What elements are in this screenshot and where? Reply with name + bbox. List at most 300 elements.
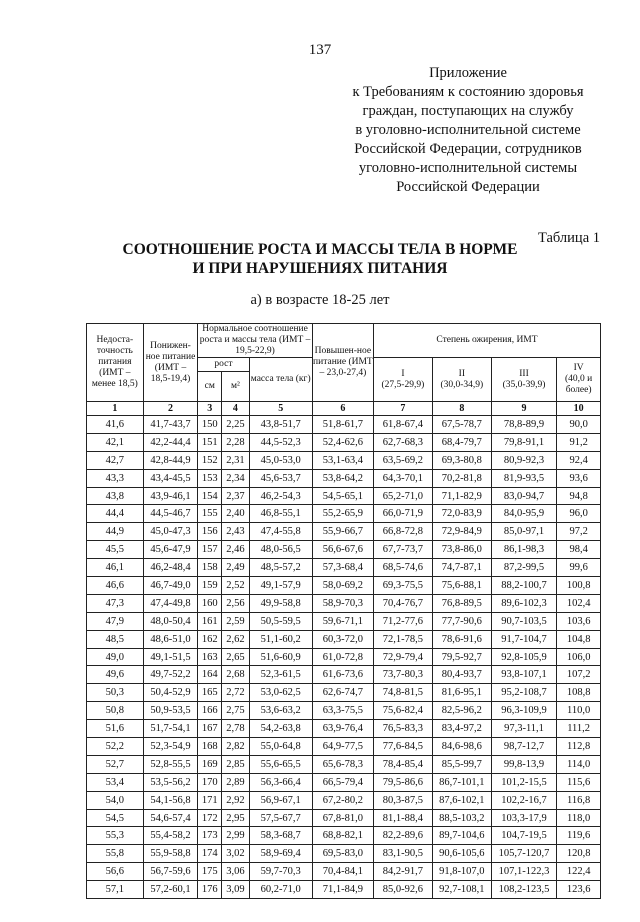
table-cell: 70,4-84,1 (312, 863, 373, 881)
table-cell: 92,4 (557, 451, 601, 469)
table-cell: 58,3-68,7 (249, 827, 312, 845)
table-cell: 55,4-58,2 (143, 827, 198, 845)
table-cell: 50,5-59,5 (249, 612, 312, 630)
table-cell: 168 (198, 738, 222, 756)
column-number: 4 (222, 402, 249, 416)
table-cell: 42,8-44,9 (143, 451, 198, 469)
title-line-1: СООТНОШЕНИЕ РОСТА И МАССЫ ТЕЛА В НОРМЕ (122, 241, 518, 258)
table-cell: 2,95 (222, 809, 249, 827)
table-cell: 171 (198, 791, 222, 809)
title-line-2: И ПРИ НАРУШЕНИЯХ ПИТАНИЯ (192, 260, 448, 277)
table-cell: 55,6-65,5 (249, 755, 312, 773)
table-cell: 2,43 (222, 523, 249, 541)
table-cell: 122,4 (557, 863, 601, 881)
header-degree-2 (432, 358, 491, 402)
table-cell: 61,0-72,8 (312, 648, 373, 666)
table-cell: 82,2-89,6 (373, 827, 432, 845)
appendix-line: к Требованиям к состоянию здоровья (352, 84, 584, 100)
table-cell: 105,7-120,7 (491, 845, 556, 863)
table-row (87, 738, 601, 756)
table-cell: 80,4-93,7 (432, 666, 491, 684)
table-row (87, 881, 601, 899)
table-cell: 164 (198, 666, 222, 684)
table-cell: 123,6 (557, 881, 601, 899)
table-cell: 55,9-66,7 (312, 523, 373, 541)
table-cell: 58,9-70,3 (312, 594, 373, 612)
table-cell: 77,6-84,5 (373, 738, 432, 756)
table-cell: 53,0-62,5 (249, 684, 312, 702)
table-cell: 163 (198, 648, 222, 666)
table-cell: 49,6 (87, 666, 144, 684)
table-row (87, 469, 601, 487)
column-number: 2 (143, 402, 198, 416)
table-cell: 2,28 (222, 433, 249, 451)
table-cell: 71,1-82,9 (432, 487, 491, 505)
table-cell: 63,9-76,4 (312, 720, 373, 738)
table-cell: 44,5-52,3 (249, 433, 312, 451)
table-cell: 93,6 (557, 469, 601, 487)
table-cell: 43,8 (87, 487, 144, 505)
degree-2-range: (30,0-34,9) (440, 379, 484, 390)
table-cell: 102,2-16,7 (491, 791, 556, 809)
table-cell: 170 (198, 773, 222, 791)
table-cell: 45,0-47,3 (143, 523, 198, 541)
column-number-row (87, 402, 601, 416)
degree-1-label: I (401, 368, 405, 379)
table-cell: 50,4-52,9 (143, 684, 198, 702)
table-cell: 67,8-81,0 (312, 809, 373, 827)
header-lowered: Понижен-ное питание (ИМТ – 18,5-19,4) (143, 324, 198, 402)
table-cell: 77,7-90,6 (432, 612, 491, 630)
table-cell: 91,2 (557, 433, 601, 451)
table-cell: 108,8 (557, 684, 601, 702)
table-cell: 46,2-54,3 (249, 487, 312, 505)
column-number: 10 (557, 402, 601, 416)
table-cell: 111,2 (557, 720, 601, 738)
table-row (87, 773, 601, 791)
table-cell: 152 (198, 451, 222, 469)
table-cell: 72,9-84,9 (432, 523, 491, 541)
table-cell: 49,0 (87, 648, 144, 666)
table-cell: 67,2-80,2 (312, 791, 373, 809)
table-cell: 53,1-63,4 (312, 451, 373, 469)
header-normal: Нормальное соотношение роста и массы тела (ИМТ – 19,5-22,9) (199, 324, 311, 356)
column-number: 3 (198, 402, 222, 416)
table-cell: 96,3-109,9 (491, 702, 556, 720)
table-cell: 89,7-104,6 (432, 827, 491, 845)
table-cell: 154 (198, 487, 222, 505)
table-cell: 116,8 (557, 791, 601, 809)
table-row (87, 630, 601, 648)
table-cell: 44,9 (87, 523, 144, 541)
table-cell: 107,1-122,3 (491, 863, 556, 881)
table-cell: 150 (198, 416, 222, 434)
table-cell: 85,0-97,1 (491, 523, 556, 541)
table-cell: 47,9 (87, 612, 144, 630)
table-cell: 72,0-83,9 (432, 505, 491, 523)
column-number: 7 (373, 402, 432, 416)
table-row (87, 416, 601, 434)
table-cell: 2,75 (222, 702, 249, 720)
table-cell: 51,7-54,1 (143, 720, 198, 738)
table-cell: 57,3-68,4 (312, 559, 373, 577)
table-cell: 118,0 (557, 809, 601, 827)
table-cell: 80,9-92,3 (491, 451, 556, 469)
table-cell: 72,1-78,5 (373, 630, 432, 648)
table-cell: 48,0-56,5 (249, 541, 312, 559)
table-cell: 43,8-51,7 (249, 416, 312, 434)
table-cell: 151 (198, 433, 222, 451)
table-cell: 48,6-51,0 (143, 630, 198, 648)
table-cell: 44,4 (87, 505, 144, 523)
table-cell: 102,4 (557, 594, 601, 612)
table-cell: 100,8 (557, 577, 601, 595)
table-cell: 70,4-76,7 (373, 594, 432, 612)
table-cell: 45,6-47,9 (143, 541, 198, 559)
table-cell: 162 (198, 630, 222, 648)
table-cell: 2,34 (222, 469, 249, 487)
table-cell: 45,5 (87, 541, 144, 559)
table-cell: 107,2 (557, 666, 601, 684)
table-cell: 50,3 (87, 684, 144, 702)
table-cell: 55,3 (87, 827, 144, 845)
table-cell: 156 (198, 523, 222, 541)
table-row (87, 433, 601, 451)
table-cell: 172 (198, 809, 222, 827)
table-cell: 58,0-69,2 (312, 577, 373, 595)
table-cell: 56,6-67,6 (312, 541, 373, 559)
table-cell: 53,4 (87, 773, 144, 791)
table-cell: 62,6-74,7 (312, 684, 373, 702)
table-cell: 73,7-80,3 (373, 666, 432, 684)
table-cell: 165 (198, 684, 222, 702)
table-cell: 2,40 (222, 505, 249, 523)
table-cell: 98,4 (557, 541, 601, 559)
header-cm: см (198, 372, 222, 402)
table-cell: 2,49 (222, 559, 249, 577)
table-cell: 71,1-84,9 (312, 881, 373, 899)
table-cell: 87,6-102,1 (432, 791, 491, 809)
table-cell: 2,65 (222, 648, 249, 666)
table-cell: 48,0-50,4 (143, 612, 198, 630)
table-cell: 97,3-11,1 (491, 720, 556, 738)
page-number: 137 (308, 42, 332, 58)
table-cell: 2,85 (222, 755, 249, 773)
table-cell: 92,8-105,9 (491, 648, 556, 666)
table-cell: 49,9-58,8 (249, 594, 312, 612)
table-cell: 114,0 (557, 755, 601, 773)
table-cell: 52,8-55,5 (143, 755, 198, 773)
table-cell: 3,02 (222, 845, 249, 863)
table-cell: 57,5-67,7 (249, 809, 312, 827)
table-cell: 176 (198, 881, 222, 899)
table-row (87, 720, 601, 738)
table-cell: 157 (198, 541, 222, 559)
table-cell: 153 (198, 469, 222, 487)
degree-3-range: (35,0-39,9) (502, 379, 546, 390)
table-cell: 54,1-56,8 (143, 791, 198, 809)
table-cell: 2,82 (222, 738, 249, 756)
table-cell: 60,2-71,0 (249, 881, 312, 899)
table-cell: 61,8-67,4 (373, 416, 432, 434)
table-cell: 160 (198, 594, 222, 612)
table-cell: 43,9-46,1 (143, 487, 198, 505)
table-row (87, 523, 601, 541)
table-cell: 50,8 (87, 702, 144, 720)
table-cell: 96,0 (557, 505, 601, 523)
table-row (87, 863, 601, 881)
table-cell: 81,1-88,4 (373, 809, 432, 827)
table-cell: 53,8-64,2 (312, 469, 373, 487)
table-cell: 42,7 (87, 451, 144, 469)
table-cell: 66,8-72,8 (373, 523, 432, 541)
table-cell: 52,3-61,5 (249, 666, 312, 684)
table-cell: 173 (198, 827, 222, 845)
table-cell: 76,5-83,3 (373, 720, 432, 738)
header-obesity: Степень ожирения, ИМТ (373, 324, 600, 358)
table-cell: 169 (198, 755, 222, 773)
table-cell: 60,3-72,0 (312, 630, 373, 648)
table-cell: 46,6 (87, 577, 144, 595)
table-cell: 55,8 (87, 845, 144, 863)
appendix-line: Российской Федерации, сотрудников (354, 141, 582, 157)
table-cell: 82,5-96,2 (432, 702, 491, 720)
table-cell: 85,0-92,6 (373, 881, 432, 899)
table-cell: 80,3-87,5 (373, 791, 432, 809)
header-mass: масса тела (кг) (249, 358, 312, 402)
table-row (87, 791, 601, 809)
table-cell: 66,0-71,9 (373, 505, 432, 523)
table-cell: 53,6-63,2 (249, 702, 312, 720)
table-row (87, 559, 601, 577)
document-title (0, 240, 640, 278)
table-cell: 54,6-57,4 (143, 809, 198, 827)
table-cell: 84,6-98,6 (432, 738, 491, 756)
table-cell: 79,5-86,6 (373, 773, 432, 791)
table-cell: 78,4-85,4 (373, 755, 432, 773)
table-cell: 3,06 (222, 863, 249, 881)
table-cell: 52,2 (87, 738, 144, 756)
table-cell: 61,6-73,6 (312, 666, 373, 684)
table-cell: 42,2-44,4 (143, 433, 198, 451)
table-cell: 120,8 (557, 845, 601, 863)
table-cell: 90,6-105,6 (432, 845, 491, 863)
table-cell: 75,6-82,4 (373, 702, 432, 720)
table-cell: 2,89 (222, 773, 249, 791)
table-cell: 54,0 (87, 791, 144, 809)
table-cell: 66,5-79,4 (312, 773, 373, 791)
table-cell: 59,6-71,1 (312, 612, 373, 630)
table-cell: 49,7-52,2 (143, 666, 198, 684)
table-cell: 63,3-75,5 (312, 702, 373, 720)
table-cell: 83,4-97,2 (432, 720, 491, 738)
table-cell: 51,1-60,2 (249, 630, 312, 648)
table-cell: 103,6 (557, 612, 601, 630)
degree-3-label: III (519, 368, 529, 379)
table-cell: 64,9-77,5 (312, 738, 373, 756)
table-cell: 42,1 (87, 433, 144, 451)
table-cell: 81,9-93,5 (491, 469, 556, 487)
table-cell: 49,1-57,9 (249, 577, 312, 595)
table-row (87, 612, 601, 630)
table-cell: 93,8-107,1 (491, 666, 556, 684)
table-cell: 62,7-68,3 (373, 433, 432, 451)
table-cell: 115,6 (557, 773, 601, 791)
table-cell: 79,5-92,7 (432, 648, 491, 666)
column-number: 6 (312, 402, 373, 416)
table-cell: 73,8-86,0 (432, 541, 491, 559)
table-cell: 90,0 (557, 416, 601, 434)
table-cell: 57,1 (87, 881, 144, 899)
table-cell: 55,0-64,8 (249, 738, 312, 756)
table-cell: 167 (198, 720, 222, 738)
table-cell: 41,6 (87, 416, 144, 434)
table-cell: 47,4-49,8 (143, 594, 198, 612)
table-cell: 87,2-99,5 (491, 559, 556, 577)
table-cell: 69,5-83,0 (312, 845, 373, 863)
table-cell: 99,6 (557, 559, 601, 577)
table-row (87, 594, 601, 612)
table-cell: 3,09 (222, 881, 249, 899)
table-cell: 68,4-79,7 (432, 433, 491, 451)
table-cell: 2,92 (222, 791, 249, 809)
table-cell: 75,6-88,1 (432, 577, 491, 595)
appendix-header (318, 64, 618, 197)
table-cell: 84,0-95,9 (491, 505, 556, 523)
table-cell: 78,6-91,6 (432, 630, 491, 648)
appendix-line: Российской Федерации (396, 179, 540, 195)
bmi-table (86, 323, 601, 899)
table-cell: 67,5-78,7 (432, 416, 491, 434)
table-cell: 54,5-65,1 (312, 487, 373, 505)
table-cell: 56,9-67,1 (249, 791, 312, 809)
table-cell: 74,7-87,1 (432, 559, 491, 577)
table-cell: 54,5 (87, 809, 144, 827)
table-cell: 97,2 (557, 523, 601, 541)
table-cell: 46,2-48,4 (143, 559, 198, 577)
table-cell: 70,2-81,8 (432, 469, 491, 487)
table-cell: 55,2-65,9 (312, 505, 373, 523)
table-cell: 89,6-102,3 (491, 594, 556, 612)
table-cell: 48,5 (87, 630, 144, 648)
table-cell: 92,7-108,1 (432, 881, 491, 899)
table-cell: 106,0 (557, 648, 601, 666)
table-cell: 47,3 (87, 594, 144, 612)
table-cell: 79,8-91,1 (491, 433, 556, 451)
table-cell: 76,8-89,5 (432, 594, 491, 612)
table-cell: 110,0 (557, 702, 601, 720)
table-cell: 67,7-73,7 (373, 541, 432, 559)
table-cell: 56,6 (87, 863, 144, 881)
table-cell: 86,1-98,3 (491, 541, 556, 559)
table-cell: 2,37 (222, 487, 249, 505)
table-cell: 51,6 (87, 720, 144, 738)
table-cell: 83,1-90,5 (373, 845, 432, 863)
table-cell: 69,3-75,5 (373, 577, 432, 595)
table-cell: 78,8-89,9 (491, 416, 556, 434)
table-row (87, 827, 601, 845)
table-cell: 2,72 (222, 684, 249, 702)
table-cell: 53,5-56,2 (143, 773, 198, 791)
table-row (87, 487, 601, 505)
table-cell: 175 (198, 863, 222, 881)
table-cell: 68,5-74,6 (373, 559, 432, 577)
table-cell: 65,2-71,0 (373, 487, 432, 505)
table-cell: 50,9-53,5 (143, 702, 198, 720)
table-cell: 108,2-123,5 (491, 881, 556, 899)
table-row (87, 702, 601, 720)
table-cell: 51,6-60,9 (249, 648, 312, 666)
appendix-line: Приложение (429, 65, 507, 81)
table-cell: 84,2-91,7 (373, 863, 432, 881)
table-cell: 64,3-70,1 (373, 469, 432, 487)
table-cell: 2,68 (222, 666, 249, 684)
table-cell: 2,52 (222, 577, 249, 595)
table-row (87, 577, 601, 595)
appendix-line: граждан, поступающих на службу (362, 103, 574, 119)
table-cell: 166 (198, 702, 222, 720)
table-cell: 174 (198, 845, 222, 863)
table-cell: 45,6-53,7 (249, 469, 312, 487)
table-cell: 43,3 (87, 469, 144, 487)
table-subtitle: а) в возрасте 18-25 лет (250, 292, 390, 308)
table-cell: 95,2-108,7 (491, 684, 556, 702)
table-cell: 45,0-53,0 (249, 451, 312, 469)
table-cell: 55,9-58,8 (143, 845, 198, 863)
table-cell: 158 (198, 559, 222, 577)
degree-2-label: II (458, 368, 465, 379)
table-cell: 46,7-49,0 (143, 577, 198, 595)
table-label: Таблица 1 (537, 230, 600, 246)
table-cell: 119,6 (557, 827, 601, 845)
table-cell: 161 (198, 612, 222, 630)
degree-4-range: (40,0 и более) (565, 374, 593, 395)
table-cell: 112,8 (557, 738, 601, 756)
table-cell: 2,62 (222, 630, 249, 648)
header-deficit: Недоста-точность питания (ИМТ – менее 18,5) (87, 324, 144, 402)
table-cell: 57,2-60,1 (143, 881, 198, 899)
table-cell: 68,8-82,1 (312, 827, 373, 845)
column-number: 1 (87, 402, 144, 416)
column-number: 8 (432, 402, 491, 416)
table-cell: 43,4-45,5 (143, 469, 198, 487)
table-cell: 81,6-95,1 (432, 684, 491, 702)
table-cell: 159 (198, 577, 222, 595)
header-m2: м² (222, 372, 249, 402)
table-cell: 91,8-107,0 (432, 863, 491, 881)
table-cell: 2,31 (222, 451, 249, 469)
table-cell: 47,4-55,8 (249, 523, 312, 541)
table-cell: 88,2-100,7 (491, 577, 556, 595)
header-degree-4 (557, 358, 601, 402)
table-cell: 104,7-19,5 (491, 827, 556, 845)
table-cell: 99,8-13,9 (491, 755, 556, 773)
table-cell: 46,8-55,1 (249, 505, 312, 523)
table-row (87, 684, 601, 702)
table-cell: 94,8 (557, 487, 601, 505)
table-cell: 2,59 (222, 612, 249, 630)
table-cell: 56,3-66,4 (249, 773, 312, 791)
degree-1-range: (27,5-29,9) (381, 379, 425, 390)
table-cell: 72,9-79,4 (373, 648, 432, 666)
table-cell: 88,5-103,2 (432, 809, 491, 827)
table-cell: 2,56 (222, 594, 249, 612)
appendix-line: в уголовно-исполнительной системе (355, 122, 581, 138)
table-cell: 56,7-59,6 (143, 863, 198, 881)
table-cell: 59,7-70,3 (249, 863, 312, 881)
table-row (87, 666, 601, 684)
appendix-line: уголовно-исполнительной системы (358, 160, 578, 176)
